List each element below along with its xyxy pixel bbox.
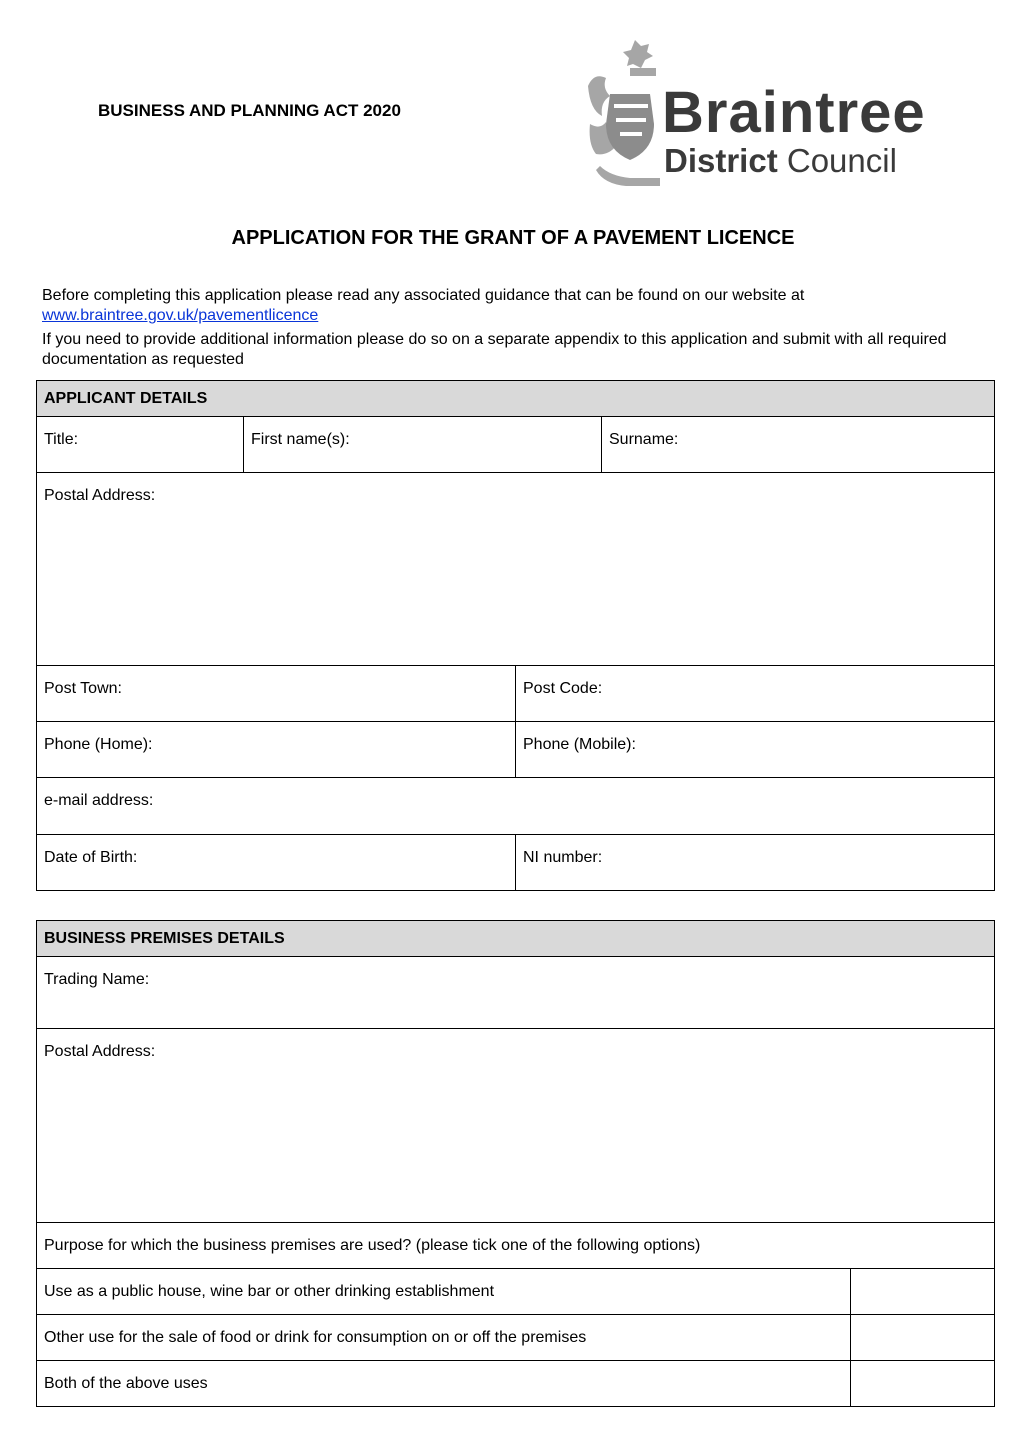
trading-name-label: Trading Name:	[44, 971, 150, 988]
option-public-house: Use as a public house, wine bar or other drinking establishment	[37, 1269, 851, 1315]
phone-mobile-label: Phone (Mobile):	[523, 736, 636, 753]
council-logo	[580, 36, 930, 188]
business-premises-table	[36, 920, 995, 1407]
applicant-postal-address-field[interactable]	[37, 473, 995, 666]
logo-line-2-regular: Council	[786, 142, 897, 179]
date-of-birth-label: Date of Birth:	[44, 849, 138, 866]
option-food-or-drink-tick-box[interactable]	[851, 1315, 995, 1361]
applicant-details-heading: APPLICANT DETAILS	[37, 381, 995, 417]
surname-label: Surname:	[609, 431, 679, 448]
option-public-house-tick-box[interactable]	[851, 1269, 995, 1315]
first-name-label: First name(s):	[251, 431, 350, 448]
email-field[interactable]	[37, 778, 995, 835]
guidance-link[interactable]: www.braintree.gov.uk/pavementlicence	[42, 307, 319, 324]
surname-field[interactable]	[602, 417, 995, 473]
date-of-birth-field[interactable]	[37, 835, 516, 891]
title-field[interactable]	[37, 417, 244, 473]
post-code-field[interactable]	[516, 666, 995, 722]
logo-line-2	[664, 144, 897, 177]
trading-name-field[interactable]	[37, 957, 995, 1029]
first-name-field[interactable]	[244, 417, 602, 473]
act-title: BUSINESS AND PLANNING ACT 2020	[98, 101, 401, 120]
post-code-label: Post Code:	[523, 680, 603, 697]
post-town-field[interactable]	[37, 666, 516, 722]
applicant-details-table	[36, 380, 995, 891]
coat-of-arms-icon	[580, 36, 662, 188]
logo-line-1: Braintree	[662, 80, 926, 145]
intro-line-2: If you need to provide additional information please do so on a separate appendix to this application and submit with all required documentation as requested	[42, 331, 947, 368]
ni-number-field[interactable]	[516, 835, 995, 891]
option-both-tick-box[interactable]	[851, 1361, 995, 1407]
email-label: e-mail address:	[44, 792, 154, 809]
ni-number-label: NI number:	[523, 849, 603, 866]
applicant-postal-address-label: Postal Address:	[44, 487, 156, 504]
business-postal-address-label: Postal Address:	[44, 1043, 156, 1060]
business-postal-address-field[interactable]	[37, 1029, 995, 1223]
phone-mobile-field[interactable]	[516, 722, 995, 778]
title-label: Title:	[44, 431, 79, 448]
business-premises-heading: BUSINESS PREMISES DETAILS	[37, 921, 995, 957]
option-both: Both of the above uses	[37, 1361, 851, 1407]
phone-home-field[interactable]	[37, 722, 516, 778]
logo-line-2-bold: District	[664, 142, 778, 179]
intro-sentence: Before completing this application please read any associated guidance that can be found on our website at	[42, 287, 805, 304]
phone-home-label: Phone (Home):	[44, 736, 153, 753]
page-title: APPLICATION FOR THE GRANT OF A PAVEMENT LICENCE	[231, 227, 795, 249]
option-food-or-drink: Other use for the sale of food or drink for consumption on or off the premises	[37, 1315, 851, 1361]
purpose-question: Purpose for which the business premises are used? (please tick one of the following options)	[37, 1223, 995, 1269]
post-town-label: Post Town:	[44, 680, 122, 697]
intro-text	[42, 286, 1002, 370]
intro-line-1	[42, 286, 1002, 326]
